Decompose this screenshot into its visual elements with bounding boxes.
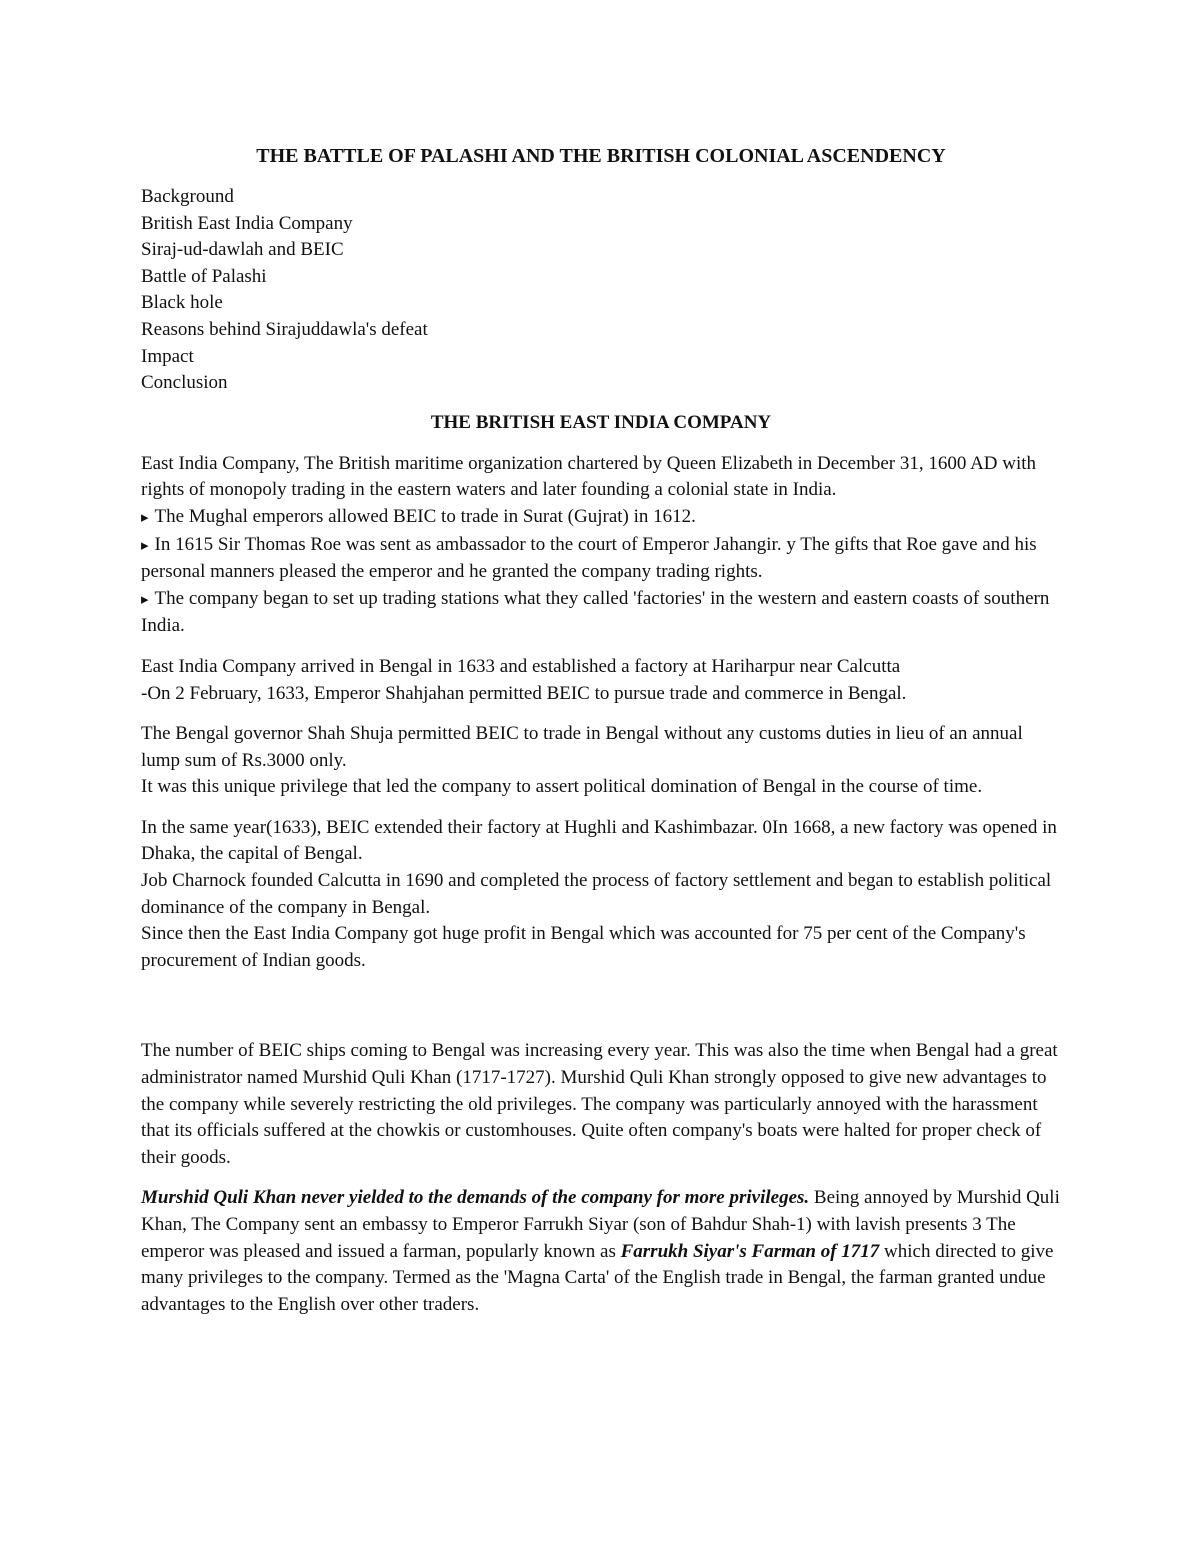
topic-item: British East India Company [141,212,353,234]
paragraph-company-intro [141,451,1061,640]
paragraph-factories [141,815,1061,975]
bullet-item: ▸ In 1615 Sir Thomas Roe was sent as ambassador to the court of Emperor Jahangir. y The gifts that Roe gave and his personal manners pleased the emperor and he granted the company trading rights. [141,532,1061,586]
topic-item: Conclusion [141,372,228,394]
document-title: THE BATTLE OF PALASHI AND THE BRITISH COLONIAL ASCENDENCY [256,145,946,167]
document-page [141,142,1061,1332]
topic-item: Black hole [141,292,223,314]
bullet-item: ▸ The Mughal emperors allowed BEIC to trade in Surat (Gujrat) in 1612. [141,504,1061,532]
emphasized-text: Farrukh Siyar's Farman of 1717 [620,1240,880,1262]
bullet-item: ▸ The company began to set up trading stations what they called 'factories' in the western and eastern coasts of southern India. [141,586,1061,640]
topic-list [141,184,1061,397]
paragraph-text: The Bengal governor Shah Shuja permitted BEIC to trade in Bengal without any customs duties in lieu of an annual lump sum of Rs.3000 only. [141,723,1023,771]
paragraph-text: In the same year(1633), BEIC extended their factory at Hughli and Kashimbazar. 0In 1668, a new factory was opened in Dhaka, the capital of Bengal. [141,816,1057,865]
paragraph-text: Job Charnock founded Calcutta in 1690 and completed the process of factory settlement and began to establish political dominance of the company in Bengal. [141,870,1052,918]
topic-item: Background [141,186,234,207]
paragraph-text: East India Company, The British maritime organization chartered by Queen Elizabeth in December 31, 1600 AD with rights of monopoly trading in the eastern waters and later founding a colonial state in India. [141,452,1037,501]
paragraph-murshid-quli-khan: The number of BEIC ships coming to Bengal was increasing every year. This was also the time when Bengal had a great administrator named Murshid Quli Khan (1717-1727). Murshid Quli Khan strongly opposed to give new advantages to the company while severely restricting the old privileges. The company was particularly annoyed with the harassment that its officials suffered at the chowkis or customhouses. Quite often company's boats were halted for proper check of their goods. [141,1040,1058,1168]
paragraph-text: which directed to give many privileges to the company. Termed as the 'Magna Carta' of the English trade in Bengal, the farman granted undue advantages to the English over other traders. [141,1240,1054,1315]
topic-item: Battle of Palashi [141,265,267,287]
topic-item: Siraj-ud-dawlah and BEIC [141,239,344,261]
emphasized-text: Murshid Quli Khan never yielded to the demands of the company for more privileges. [141,1187,810,1209]
paragraph-text: It was this unique privilege that led the company to assert political domination of Bengal in the course of time. [141,776,983,798]
topic-item: Impact [141,345,194,367]
paragraph-text: Since then the East India Company got huge profit in Bengal which was accounted for 75 per cent of the Company's procurement of Indian goods. [141,923,1026,971]
paragraph-shah-shuja [141,721,1061,801]
paragraph-bengal-arrival [141,654,1061,707]
section-heading: THE BRITISH EAST INDIA COMPANY [430,411,772,433]
paragraph-text: Being annoyed by Murshid Quli Khan, The Company sent an embassy to Emperor Farrukh Siyar (son of Bahdur Shah-1) with lavish presents 3 The emperor was pleased and issued a farman, popularly known as [141,1187,1060,1262]
blank-space [141,988,1061,1038]
paragraph-text: East India Company arrived in Bengal in 1633 and established a factory at Hariharpur near Calcutta [141,655,901,677]
topic-item: Reasons behind Sirajuddawla's defeat [141,318,428,340]
paragraph-farman [141,1185,1061,1318]
paragraph-text: -On 2 February, 1633, Emperor Shahjahan permitted BEIC to pursue trade and commerce in Bengal. [141,682,907,704]
